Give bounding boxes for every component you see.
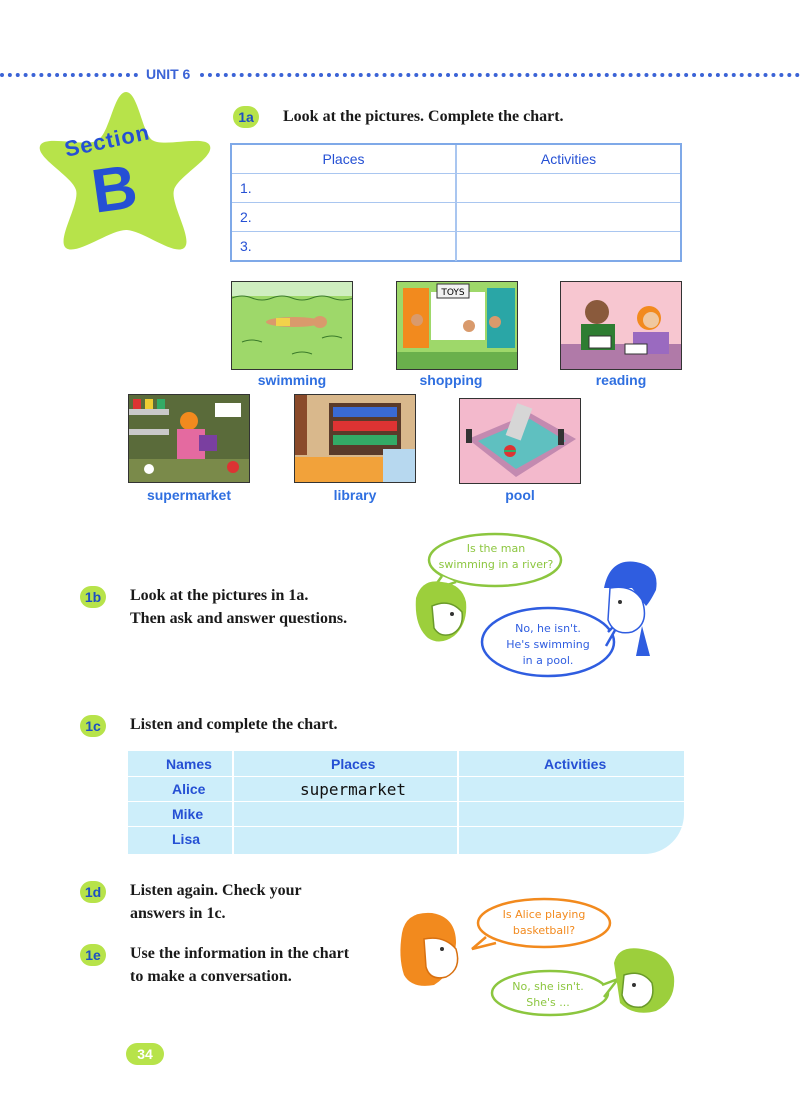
bubble-1b-answer-line: No, he isn't. bbox=[515, 622, 581, 635]
badge-1e: 1e bbox=[80, 944, 106, 966]
badge-1c: 1c bbox=[80, 715, 106, 737]
badge-1a: 1a bbox=[233, 106, 259, 128]
chart-1c-name: Alice bbox=[172, 781, 206, 797]
picture-shopping bbox=[396, 281, 518, 370]
bubble-1b-question bbox=[430, 541, 562, 573]
chart-1c-rule bbox=[128, 826, 684, 827]
caption-shopping: shopping bbox=[419, 372, 483, 388]
bubble-1b-question-line: Is the man bbox=[466, 542, 526, 555]
bubble-1b-answer-line: He's swimming bbox=[506, 638, 590, 651]
chart-1a-row bbox=[232, 174, 680, 203]
bubble-1e-question-line: basketball? bbox=[512, 924, 576, 937]
picture-library bbox=[294, 394, 416, 483]
caption-swimming: swimming bbox=[257, 372, 327, 388]
badge-1d: 1d bbox=[80, 881, 106, 903]
instruction-1c: Listen and complete the chart. bbox=[130, 716, 338, 733]
chart-1c-divider bbox=[232, 751, 234, 854]
bubble-1e-question bbox=[478, 907, 610, 939]
chart-1a-row-number: 3. bbox=[240, 238, 252, 254]
chart-1a-header-activities: Activities bbox=[455, 145, 680, 173]
svg-text:TOYS: TOYS bbox=[441, 288, 465, 298]
chart-1a-header-places: Places bbox=[322, 151, 365, 167]
caption-supermarket: supermarket bbox=[146, 487, 232, 503]
chart-1a bbox=[230, 143, 682, 262]
chart-1c-rule bbox=[128, 801, 684, 802]
picture-swimming bbox=[231, 281, 353, 370]
chart-1c-rule bbox=[128, 776, 684, 777]
chart-1a-header-row bbox=[232, 145, 680, 174]
bubble-1e-answer bbox=[490, 979, 606, 1011]
chart-1a-row bbox=[232, 232, 680, 261]
bubble-1e-question-line: Is Alice playing bbox=[502, 908, 586, 921]
bubble-1b-answer-line: in a pool. bbox=[522, 654, 574, 667]
unit-label: UNIT 6 bbox=[142, 66, 194, 82]
instruction-1e-line2: to make a conversation. bbox=[130, 968, 292, 985]
caption-pool: pool bbox=[505, 487, 535, 503]
instruction-1d-line2: answers in 1c. bbox=[130, 905, 226, 922]
picture-supermarket bbox=[128, 394, 250, 483]
instruction-1a: Look at the pictures. Complete the chart. bbox=[283, 108, 564, 125]
bubble-1e-answer-line: She's ... bbox=[526, 996, 570, 1009]
chart-1a-activity-cell bbox=[455, 203, 680, 231]
section-b-star bbox=[34, 84, 214, 259]
picture-reading bbox=[560, 281, 682, 370]
chart-1c-name: Lisa bbox=[172, 831, 201, 847]
bubble-1b-answer bbox=[482, 621, 614, 669]
instruction-1d-line1: Listen again. Check your bbox=[130, 882, 302, 899]
chart-1a-row bbox=[232, 203, 680, 232]
bubble-1e-answer-line: No, she isn't. bbox=[512, 980, 584, 993]
chart-1a-activity-cell bbox=[455, 232, 680, 261]
instruction-1e-line1: Use the information in the chart bbox=[130, 945, 350, 962]
header-dotted-rule-right bbox=[200, 73, 800, 77]
badge-1b: 1b bbox=[80, 586, 106, 608]
chart-1c-name: Mike bbox=[172, 806, 204, 822]
picture-pool bbox=[459, 398, 581, 484]
chart-1c-divider bbox=[457, 751, 459, 854]
instruction-1b-line1: Look at the pictures in 1a. bbox=[130, 587, 309, 604]
bubble-1b-question-line: swimming in a river? bbox=[438, 558, 554, 571]
caption-reading: reading bbox=[595, 372, 647, 388]
instruction-1b-line2: Then ask and answer questions. bbox=[130, 610, 348, 627]
page-number: 34 bbox=[126, 1043, 164, 1065]
caption-library: library bbox=[333, 487, 377, 503]
chart-1a-row-number: 1. bbox=[240, 180, 252, 196]
chart-1c-header-names: Names bbox=[166, 756, 212, 772]
header-dotted-rule-left bbox=[0, 73, 138, 77]
section-letter: B bbox=[87, 152, 142, 227]
chart-1a-activity-cell bbox=[455, 174, 680, 202]
chart-1c-header-activities: Activities bbox=[544, 756, 607, 772]
chart-1c-filled-place: supermarket bbox=[300, 780, 406, 799]
chart-1c-header-places: Places bbox=[331, 756, 376, 772]
section-label: Section bbox=[62, 119, 153, 162]
chart-1a-row-number: 2. bbox=[240, 209, 252, 225]
